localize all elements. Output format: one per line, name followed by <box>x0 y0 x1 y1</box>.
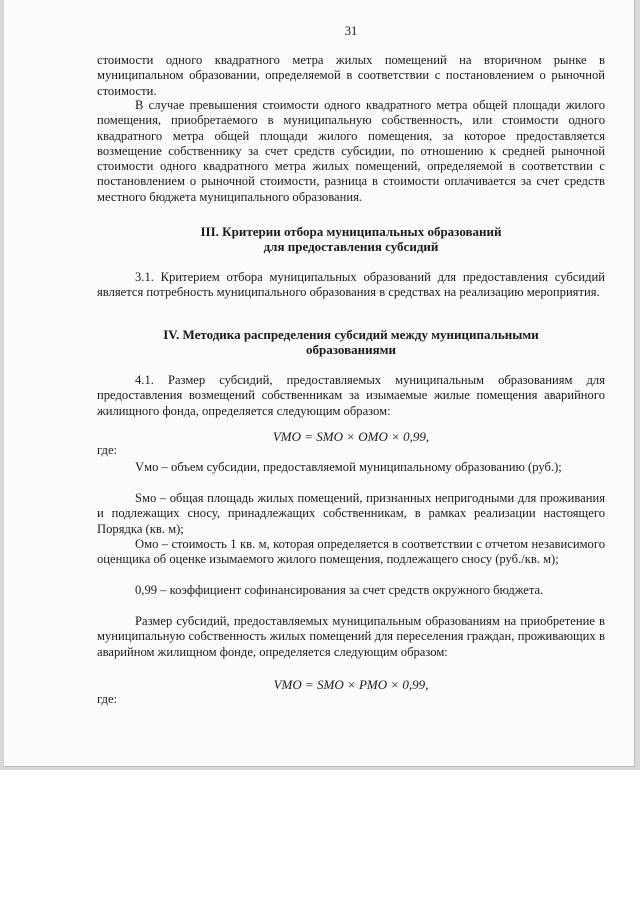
paragraph-price-difference: В случае превышения стоимости одного квадратного метра общей площади жилого помещения, приобретаемого в муниципальную собственность, или стоимости одного квадратного метра общей площади жилого помещения, за которое предоставляется возмещение собственнику за счет средств субсидии, по отношению к средней рыночной стоимости одного квадратного метра жилых помещений, определяемой в соответствии с постановлением о рыночной стоимости, разница в стоимости оплачивается за счет средств местного бюджета муниципального образования. <box>97 98 605 204</box>
paragraph-3-1: 3.1. Критерием отбора муниципальных образований для предоставления субсидий является потребность муниципального образования в средствах на реализацию мероприятия. <box>97 270 605 300</box>
definition-s: Sмо – общая площадь жилых помещений, признанных непригодными для проживания и подлежащих сносу, принадлежащих собственникам, в рамках реализации настоящего Порядка (кв. м); <box>97 491 605 536</box>
definition-o: Омо – стоимость 1 кв. м, которая определяется в соответствии с отчетом независимого оценщика об оценке изымаемого жилого помещения, подлежащего сносу (руб./кв. м); <box>97 537 605 567</box>
paragraph-4-1: 4.1. Размер субсидий, предоставляемых муниципальным образованиям для предоставления возмещений собственникам за изымаемые жилые помещения аварийного жилищного фонда, определяется следующим образом: <box>97 373 605 418</box>
section-3-heading <box>97 224 605 255</box>
where-label-2: где: <box>97 692 118 706</box>
section-3-title-line-1: III. Критерии отбора муниципальных образований <box>200 224 502 239</box>
section-4-title-line-1: IV. Методика распределения субсидий между муниципальными <box>163 327 539 342</box>
definition-v: Vмо – объем субсидии, предоставляемой муниципальному образованию (руб.); <box>135 460 562 474</box>
definition-coefficient: 0,99 – коэффициент софинансирования за счет средств окружного бюджета. <box>135 583 544 597</box>
section-4-title-line-2: образованиями <box>306 342 396 358</box>
document-page <box>4 0 635 767</box>
paragraph-market-cost: стоимости одного квадратного метра жилых помещений на вторичном рынке в муниципальном образовании, определяемой в соответствии с постановлением о рыночной стоимости. <box>97 53 605 98</box>
formula-acquisition: VМО = SМО × PМО × 0,99, <box>273 677 429 692</box>
page-number: 31 <box>344 24 358 38</box>
where-label-1: где: <box>97 443 118 457</box>
section-4-heading <box>97 327 605 358</box>
formula-compensation: VМО = SМО × ОМО × 0,99, <box>272 429 430 444</box>
paragraph-acquisition: Размер субсидий, предоставляемых муниципальным образованиям на приобретение в муниципальную собственность жилых помещений для переселения граждан, проживающих в аварийном жилищном фонде, определяется следующим образом: <box>97 614 605 659</box>
section-3-title-line-2: для предоставления субсидий <box>263 239 439 255</box>
